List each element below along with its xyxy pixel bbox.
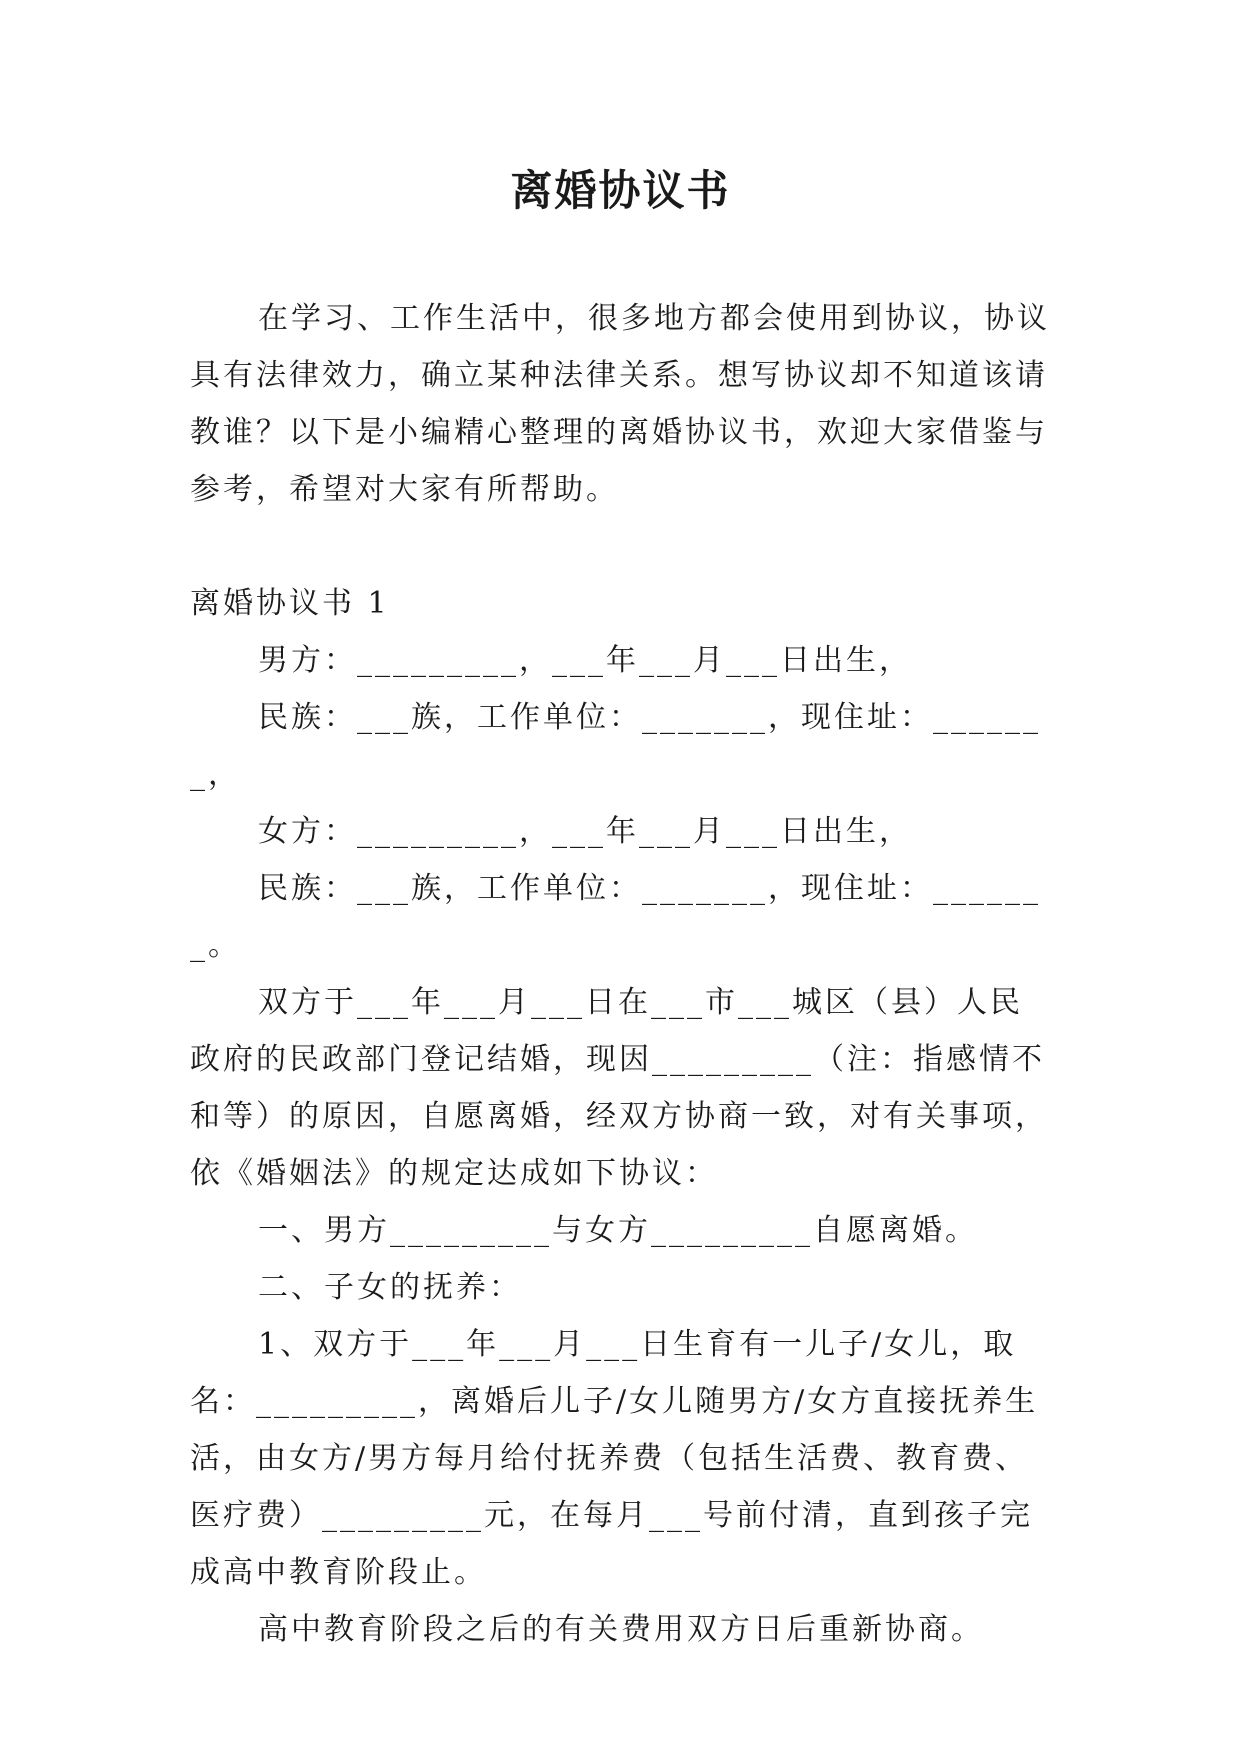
paragraph-clause-1: 一、男方_________与女方_________自愿离婚。 [258, 1213, 978, 1248]
section-heading: 离婚协议书 1 [190, 586, 390, 621]
spacer [190, 518, 1050, 575]
document-title: 离婚协议书 [510, 166, 731, 215]
paragraph-marriage-registration: 双方于___年___月___日在___市___城区（县）人民政府的民政部门登记结婚，现因_________（注：指感情不和等）的原因，自愿离婚，经双方协商一致，对有关事项，依《婚姻法》的规定达成如下协议： [190, 985, 1048, 1191]
paragraph-wife-info: 女方：_________，___年___月___日出生， [258, 814, 912, 849]
paragraph-husband-ethnicity: 民族：___族，工作单位：_______，现住址：_______， [190, 700, 1041, 792]
document-body [190, 290, 1050, 1658]
paragraph-wife-ethnicity: 民族：___族，工作单位：_______，现住址：_______。 [190, 871, 1041, 963]
paragraph-child-custody: 1、双方于___年___月___日生育有一儿子/女儿，取名：_________，离婚后儿子/女儿随男方/女方直接抚养生活，由女方/男方每月给付抚养费（包括生活费、教育费、医疗费）_________元，在每月___号前付清，直到孩子完成高中教育阶段止。 [190, 1327, 1039, 1590]
paragraph-husband-info: 男方：_________，___年___月___日出生， [258, 643, 912, 678]
paragraph-clause-2-heading: 二、子女的抚养： [258, 1270, 522, 1305]
intro-paragraph: 在学习、工作生活中，很多地方都会使用到协议，协议具有法律效力，确立某种法律关系。想写协议却不知道该请教谁？以下是小编精心整理的离婚协议书，欢迎大家借鉴与参考，希望对大家有所帮助。 [190, 301, 1050, 507]
paragraph-post-highschool: 高中教育阶段之后的有关费用双方日后重新协商。 [258, 1612, 984, 1647]
